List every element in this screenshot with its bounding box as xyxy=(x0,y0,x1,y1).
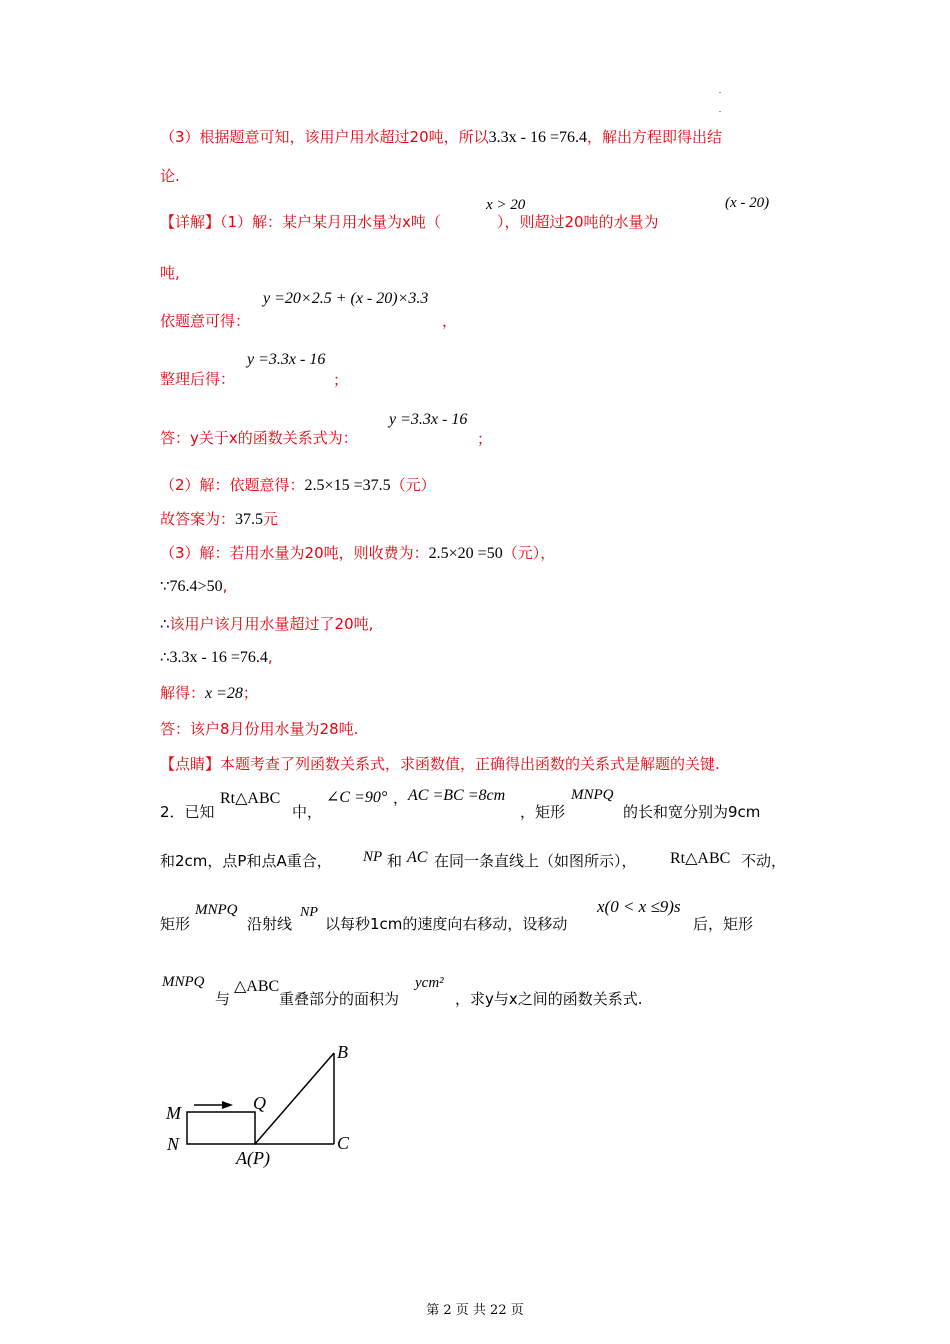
q2-dims: 的长和宽分别为9cm xyxy=(623,803,761,821)
part2-answer-line xyxy=(160,508,278,531)
q2-line2-text: 和2cm，点P和点A重合， xyxy=(160,852,332,870)
q2-intro: 2．已知 xyxy=(160,803,215,821)
geometry-figure xyxy=(160,1040,370,1175)
answer1-end: ； xyxy=(477,430,493,448)
part3-expression: 2.5×20 =50 xyxy=(428,545,503,562)
hint-text-end: ，解出方程即得出结 xyxy=(587,128,723,146)
detail-unit: 吨, xyxy=(160,264,180,282)
label-ap: A(P) xyxy=(236,1148,270,1168)
side-ab xyxy=(255,1053,334,1144)
rectangle-mnpq xyxy=(187,1112,255,1144)
q2-angle: ∠C =90° xyxy=(326,789,388,806)
detail-text: （1）解：某户某月用水量为x吨（ xyxy=(220,213,441,231)
part2-unit: （元） xyxy=(390,476,436,494)
scan-mark xyxy=(719,92,721,93)
therefore2-end: , xyxy=(267,648,273,666)
solve-end: ； xyxy=(242,684,258,702)
therefore-symbol: ∴ xyxy=(160,648,170,666)
q2-rect-name: MNPQ xyxy=(571,787,614,803)
part3-unit: （元）， xyxy=(502,544,556,562)
page-footer: 第 2 页 共 22 页 xyxy=(426,1303,524,1318)
q2-rect-name2: MNPQ xyxy=(195,902,238,918)
q2-triangle2: Rt△ABC xyxy=(670,850,731,867)
label-c: C xyxy=(337,1133,350,1153)
label-n: N xyxy=(167,1134,180,1154)
q2-fixed: 不动， xyxy=(741,852,787,870)
therefore2-expression: 3.3x - 16 =76.4 xyxy=(169,649,268,666)
equation-1: y =20×2.5 + (x - 20)×3.3 xyxy=(263,290,429,307)
detail-line xyxy=(160,211,659,233)
q2-sides: AC =BC =8cm xyxy=(408,787,506,804)
hint-text: （3）根据题意可知，该用户用水超过20吨，所以 xyxy=(160,128,489,146)
therefore-symbol: ∴ xyxy=(160,615,170,633)
answer3-text: 答：该户8月份用水量为28吨. xyxy=(160,720,359,738)
label-b: B xyxy=(337,1042,348,1062)
equation-2: y =3.3x - 16 xyxy=(247,351,326,368)
arrow-icon xyxy=(222,1101,233,1109)
therefore2-line xyxy=(160,646,273,669)
eq2-end: ； xyxy=(333,371,349,389)
excess-expression: (x - 20) xyxy=(725,195,770,211)
part2-line xyxy=(160,474,436,497)
part3-label: （3）解：若用水量为20吨，则收费为： xyxy=(160,544,429,562)
hint-line2: 论. xyxy=(160,167,180,185)
part3-line xyxy=(160,542,555,565)
part2-label: （2）解：依题意得： xyxy=(160,476,305,494)
q2-line1-label xyxy=(160,801,215,823)
q2-ask: ，求y与x之间的函数关系式. xyxy=(455,990,643,1008)
eq1-label: 依题意可得： xyxy=(160,312,251,330)
q2-triangle: Rt△ABC xyxy=(220,790,281,807)
part3-hint-line xyxy=(160,126,722,149)
q2-speed-text: 以每秒1cm的速度向右移动，设移动 xyxy=(325,915,568,933)
detail-tag: 【详解】 xyxy=(160,213,221,231)
q2-area-text: 重叠部分的面积为 xyxy=(279,990,400,1008)
part2-expression: 2.5×15 =37.5 xyxy=(304,477,391,494)
since-expression: 76.4>50 xyxy=(169,578,223,595)
label-m: M xyxy=(166,1103,181,1123)
q2-ray-word: 沿射线 xyxy=(247,915,293,933)
solve-expression: x =28 xyxy=(205,685,243,702)
eq1-end: ， xyxy=(442,312,458,330)
answer1-label: 答：y关于x的函数关系式为： xyxy=(160,429,358,447)
q2-line2-text2: 在同一条直线上（如图所示）， xyxy=(434,852,637,870)
q2-rect-word2: 矩形 xyxy=(160,915,191,933)
part2-answer-unit: 元 xyxy=(263,510,279,528)
q2-and: 和 xyxy=(387,852,403,870)
q2-with: 与 xyxy=(215,990,231,1008)
part2-answer-value: 37.5 xyxy=(235,511,264,528)
solve-line xyxy=(160,682,258,705)
eq1-line xyxy=(160,310,250,332)
because-symbol: ∵ xyxy=(160,577,170,595)
condition-x-gt-20: x > 20 xyxy=(486,197,526,213)
q2-time-range: x(0 < x ≤9)s xyxy=(597,897,681,916)
q2-rect-word: ，矩形 xyxy=(520,803,566,821)
since-end: , xyxy=(222,577,228,595)
q2-text: 中， xyxy=(292,803,323,821)
q2-comma: ， xyxy=(393,789,409,807)
comment-text: 【点睛】本题考查了列函数关系式，求函数值，正确得出函数的关系式是解题的关键. xyxy=(160,755,720,773)
q2-rect-name3: MNPQ xyxy=(162,974,205,990)
hint-equation: 3.3x - 16 =76.4 xyxy=(488,129,587,146)
part2-answer-label: 故答案为： xyxy=(160,510,236,528)
q2-area-unit: ycm² xyxy=(415,975,444,991)
therefore1-text: 该用户该月用水量超过了20吨, xyxy=(169,615,374,633)
scan-mark xyxy=(719,111,721,112)
q2-np: NP xyxy=(363,849,383,865)
therefore1-line xyxy=(160,613,373,635)
eq2-label: 整理后得： xyxy=(160,370,236,388)
answer1-expression: y =3.3x - 16 xyxy=(389,411,468,428)
q2-np2: NP xyxy=(300,905,318,920)
q2-after-text: 后，矩形 xyxy=(693,915,754,933)
q2-ac: AC xyxy=(407,849,428,866)
since-line xyxy=(160,575,227,598)
q2-triangle3: △ABC xyxy=(234,978,280,995)
solve-label: 解得： xyxy=(160,684,206,702)
detail-text2: ），则超过20吨的水量为 xyxy=(496,213,659,231)
label-q: Q xyxy=(253,1093,266,1113)
